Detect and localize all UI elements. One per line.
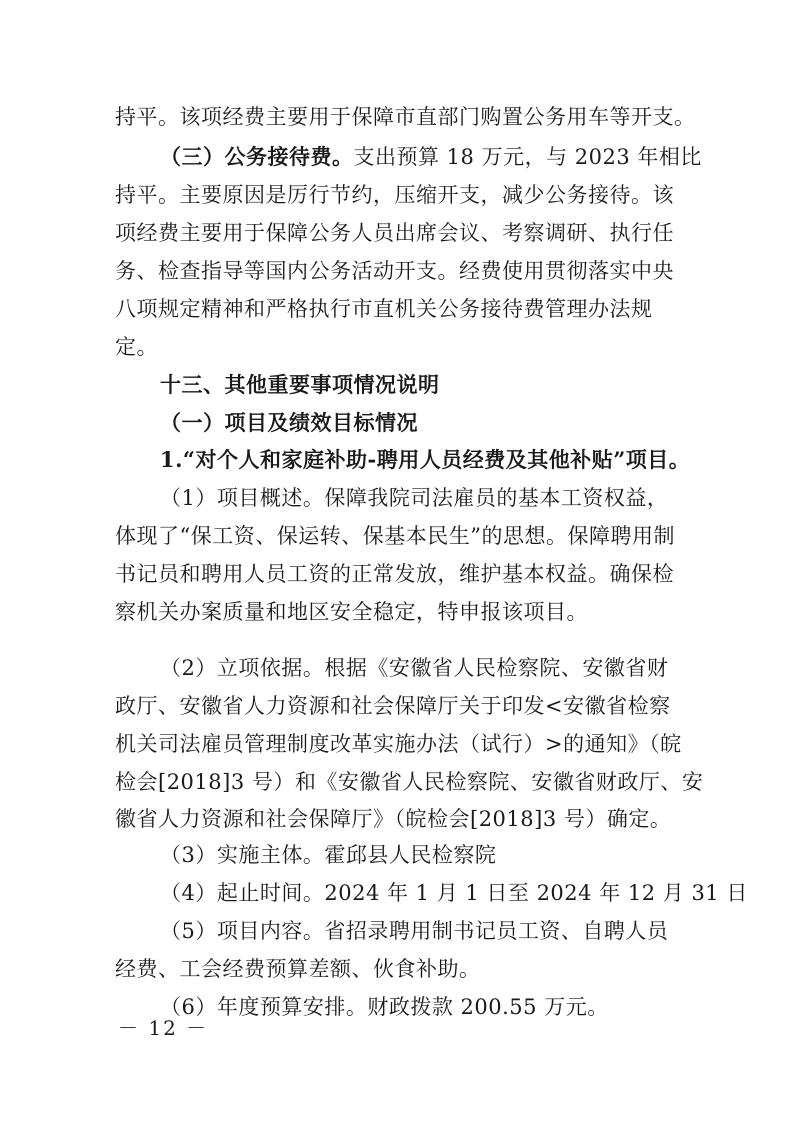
paragraph-line: 持平。主要原因是厉行节约，压缩开支，减少公务接待。该: [115, 183, 674, 207]
project-heading: 1.“对个人和家庭补助-聘用人员经费及其他补贴”项目。: [160, 447, 691, 472]
paragraph-line: 项经费主要用于保障公务人员出席会议、考察调研、执行任: [115, 221, 674, 245]
paragraph-line: 检会[2018]3 号）和《安徽省人民检察院、安徽省财政厅、安: [115, 770, 704, 794]
paragraph-line: 体现了“保工资、保运转、保基本民生”的思想。保障聘用制: [115, 524, 675, 548]
paragraph-line: 定。: [115, 335, 158, 359]
section-heading: 十三、其他重要事项情况说明: [160, 372, 440, 397]
paragraph-line: [160, 141, 702, 173]
paragraph-line: （4）起止时间。2024 年 1 月 1 日至 2024 年 12 月 31 日: [160, 881, 748, 905]
paragraph-line: （3）实施主体。霍邱县人民检察院: [160, 843, 497, 867]
paragraph-line: 经费、工会经费预算差额、伙食补助。: [115, 957, 481, 981]
page-number: － 12 －: [118, 1016, 209, 1040]
text-span: 支出预算 18 万元，与 2023 年相比: [353, 145, 702, 169]
paragraph-line: 政厅、安徽省人力资源和社会保障厅关于印发<安徽省检察: [115, 694, 671, 718]
paragraph-line: 察机关办案质量和地区安全稳定，特申报该项目。: [115, 600, 588, 624]
paragraph-line: （5）项目内容。省招录聘用制书记员工资、自聘人员: [160, 919, 669, 943]
paragraph-line: 务、检查指导等国内公务活动开支。经费使用贯彻落实中央: [115, 259, 674, 283]
paragraph-line: 机关司法雇员管理制度改革实施办法（试行）>的通知》（皖: [115, 732, 682, 756]
paragraph-line: （2）立项依据。根据《安徽省人民检察院、安徽省财: [160, 656, 669, 680]
subsection-heading: （一）项目及绩效目标情况: [160, 410, 418, 435]
paragraph-line: 书记员和聘用人员工资的正常发放，维护基本权益。确保检: [115, 562, 674, 586]
paragraph-line: 八项规定精神和严格执行市直机关公务接待费管理办法规: [115, 297, 653, 321]
subheading-reception-fee: （三）公务接待费。: [160, 144, 354, 169]
paragraph-line: （1）项目概述。保障我院司法雇员的基本工资权益，: [160, 486, 669, 510]
paragraph-line: 徽省人力资源和社会保障厅》（皖检会[2018]3 号）确定。: [115, 807, 672, 831]
paragraph-line: 持平。该项经费主要用于保障市直部门购置公务用车等开支。: [115, 105, 696, 129]
paragraph-line: （6）年度预算安排。财政拨款 200.55 万元。: [160, 995, 609, 1019]
